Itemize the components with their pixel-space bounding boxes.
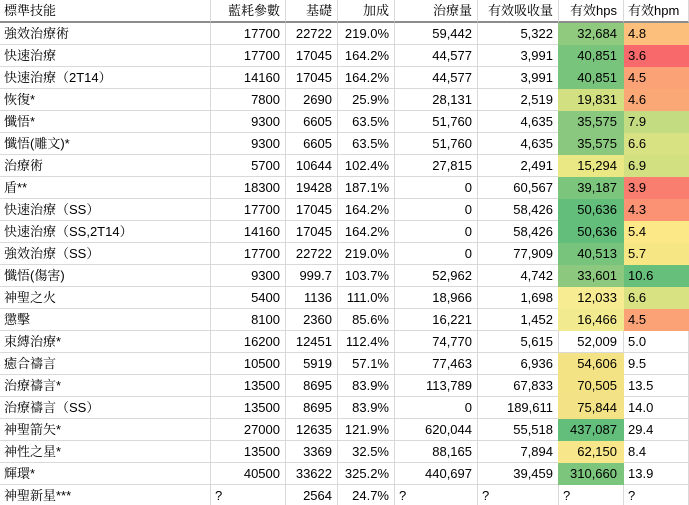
table-row: [0, 89, 689, 111]
cell[interactable]: 4.5: [624, 67, 689, 89]
cell[interactable]: 16200: [211, 331, 286, 353]
cell[interactable]: 0: [395, 199, 478, 221]
cell[interactable]: ?: [558, 485, 624, 505]
cell[interactable]: 8695: [286, 397, 338, 419]
cell[interactable]: 神聖箭矢*: [0, 419, 211, 441]
cell[interactable]: 39,459: [478, 463, 558, 485]
cell[interactable]: 治療術: [0, 155, 211, 177]
cell[interactable]: 5,322: [478, 23, 558, 45]
cell[interactable]: 懺悟*: [0, 111, 211, 133]
cell[interactable]: 44,577: [395, 67, 478, 89]
cell[interactable]: 16,466: [558, 309, 624, 331]
cell[interactable]: 5.4: [624, 221, 689, 243]
cell[interactable]: 6605: [286, 111, 338, 133]
cell[interactable]: 3369: [286, 441, 338, 463]
cell[interactable]: 5400: [211, 287, 286, 309]
cell[interactable]: 15,294: [558, 155, 624, 177]
cell[interactable]: 1136: [286, 287, 338, 309]
cell[interactable]: 437,087: [558, 419, 624, 441]
column-header[interactable]: 加成: [338, 0, 395, 23]
cell[interactable]: 57.1%: [338, 353, 395, 375]
cell[interactable]: 13500: [211, 375, 286, 397]
column-header[interactable]: 治療量: [395, 0, 478, 23]
cell[interactable]: 9300: [211, 265, 286, 287]
cell[interactable]: 10.6: [624, 265, 689, 287]
cell[interactable]: 5919: [286, 353, 338, 375]
cell[interactable]: 51,760: [395, 133, 478, 155]
column-header[interactable]: 藍耗參數: [211, 0, 286, 23]
cell[interactable]: 6.6: [624, 133, 689, 155]
cell[interactable]: 164.2%: [338, 45, 395, 67]
cell[interactable]: 8695: [286, 375, 338, 397]
table-row: [0, 221, 689, 243]
cell[interactable]: 58,426: [478, 199, 558, 221]
cell[interactable]: 2360: [286, 309, 338, 331]
cell[interactable]: 60,567: [478, 177, 558, 199]
cell[interactable]: 51,760: [395, 111, 478, 133]
cell[interactable]: 5700: [211, 155, 286, 177]
table-row: [0, 45, 689, 67]
cell[interactable]: 6.9: [624, 155, 689, 177]
table-row: [0, 463, 689, 485]
cell[interactable]: 103.7%: [338, 265, 395, 287]
cell[interactable]: 18300: [211, 177, 286, 199]
cell[interactable]: 83.9%: [338, 375, 395, 397]
cell[interactable]: 44,577: [395, 45, 478, 67]
cell[interactable]: 6.6: [624, 287, 689, 309]
table-row: [0, 309, 689, 331]
cell[interactable]: 5.0: [624, 331, 689, 353]
table-row: [0, 353, 689, 375]
cell[interactable]: 32.5%: [338, 441, 395, 463]
table-row: [0, 177, 689, 199]
column-header[interactable]: 有效吸收量: [478, 0, 558, 23]
cell[interactable]: 3.6: [624, 45, 689, 67]
cell[interactable]: 7.9: [624, 111, 689, 133]
cell[interactable]: 強效治療（SS）: [0, 243, 211, 265]
cell[interactable]: 6,936: [478, 353, 558, 375]
cell[interactable]: 40,851: [558, 67, 624, 89]
cell[interactable]: 強效治療術: [0, 23, 211, 45]
cell[interactable]: 83.9%: [338, 397, 395, 419]
cell[interactable]: 4.5: [624, 309, 689, 331]
cell[interactable]: 懺悟(雕文)*: [0, 133, 211, 155]
cell[interactable]: 325.2%: [338, 463, 395, 485]
cell[interactable]: 17045: [286, 67, 338, 89]
cell[interactable]: 神性之星*: [0, 441, 211, 463]
cell[interactable]: 22722: [286, 23, 338, 45]
cell[interactable]: 88,165: [395, 441, 478, 463]
cell[interactable]: 13.9: [624, 463, 689, 485]
cell[interactable]: 9300: [211, 133, 286, 155]
cell[interactable]: 8100: [211, 309, 286, 331]
cell[interactable]: 4.3: [624, 199, 689, 221]
table-row: [0, 155, 689, 177]
cell[interactable]: 8.4: [624, 441, 689, 463]
cell[interactable]: 59,442: [395, 23, 478, 45]
cell[interactable]: 58,426: [478, 221, 558, 243]
cell[interactable]: 164.2%: [338, 199, 395, 221]
cell[interactable]: 219.0%: [338, 23, 395, 45]
cell[interactable]: 77,909: [478, 243, 558, 265]
cell[interactable]: 67,833: [478, 375, 558, 397]
table-header: [0, 0, 689, 23]
table-row: [0, 111, 689, 133]
table-row: [0, 331, 689, 353]
cell[interactable]: 14160: [211, 67, 286, 89]
cell[interactable]: 4.6: [624, 89, 689, 111]
cell[interactable]: 32,684: [558, 23, 624, 45]
cell[interactable]: 62,150: [558, 441, 624, 463]
cell[interactable]: 12451: [286, 331, 338, 353]
cell[interactable]: 25.9%: [338, 89, 395, 111]
table-row: [0, 397, 689, 419]
cell[interactable]: 19428: [286, 177, 338, 199]
table-row: [0, 485, 689, 505]
cell[interactable]: 神聖之火: [0, 287, 211, 309]
cell[interactable]: 3,991: [478, 67, 558, 89]
cell[interactable]: 盾**: [0, 177, 211, 199]
cell[interactable]: 3,991: [478, 45, 558, 67]
cell[interactable]: 0: [395, 177, 478, 199]
cell[interactable]: 恢復*: [0, 89, 211, 111]
table-row: [0, 199, 689, 221]
cell[interactable]: ?: [211, 485, 286, 505]
cell[interactable]: 19,831: [558, 89, 624, 111]
cell[interactable]: 164.2%: [338, 221, 395, 243]
cell[interactable]: 35,575: [558, 133, 624, 155]
cell[interactable]: 29.4: [624, 419, 689, 441]
table-row: [0, 441, 689, 463]
cell[interactable]: 神聖新星***: [0, 485, 211, 505]
table-row: [0, 23, 689, 45]
cell[interactable]: ?: [624, 485, 689, 505]
cell[interactable]: 9.5: [624, 353, 689, 375]
cell[interactable]: 54,606: [558, 353, 624, 375]
cell[interactable]: 5.7: [624, 243, 689, 265]
cell[interactable]: 2,491: [478, 155, 558, 177]
cell[interactable]: 17045: [286, 199, 338, 221]
cell[interactable]: 33622: [286, 463, 338, 485]
cell[interactable]: 40,851: [558, 45, 624, 67]
cell[interactable]: 快速治療（SS）: [0, 199, 211, 221]
cell[interactable]: 102.4%: [338, 155, 395, 177]
cell[interactable]: 17700: [211, 23, 286, 45]
cell[interactable]: 9300: [211, 111, 286, 133]
cell[interactable]: 7800: [211, 89, 286, 111]
cell[interactable]: 束縛治療*: [0, 331, 211, 353]
table-row: [0, 133, 689, 155]
cell[interactable]: 52,009: [558, 331, 624, 353]
cell[interactable]: 14.0: [624, 397, 689, 419]
cell[interactable]: 13500: [211, 397, 286, 419]
cell[interactable]: 27000: [211, 419, 286, 441]
column-header[interactable]: 基礎: [286, 0, 338, 23]
cell[interactable]: 113,789: [395, 375, 478, 397]
cell[interactable]: 3.9: [624, 177, 689, 199]
cell[interactable]: 111.0%: [338, 287, 395, 309]
cell[interactable]: 12635: [286, 419, 338, 441]
cell[interactable]: 16,221: [395, 309, 478, 331]
cell[interactable]: 4,635: [478, 111, 558, 133]
cell[interactable]: 24.7%: [338, 485, 395, 505]
cell[interactable]: 0: [395, 221, 478, 243]
table-row: [0, 67, 689, 89]
cell[interactable]: 52,962: [395, 265, 478, 287]
cell[interactable]: 14160: [211, 221, 286, 243]
cell[interactable]: ?: [478, 485, 558, 505]
cell[interactable]: 121.9%: [338, 419, 395, 441]
cell[interactable]: 懲擊: [0, 309, 211, 331]
table-row: [0, 243, 689, 265]
cell[interactable]: 快速治療: [0, 45, 211, 67]
cell[interactable]: 快速治療（SS,2T14）: [0, 221, 211, 243]
cell[interactable]: ?: [395, 485, 478, 505]
cell[interactable]: 85.6%: [338, 309, 395, 331]
cell[interactable]: 7,894: [478, 441, 558, 463]
cell[interactable]: 懺悟(傷害): [0, 265, 211, 287]
cell[interactable]: 6605: [286, 133, 338, 155]
cell[interactable]: 17700: [211, 199, 286, 221]
cell[interactable]: 17700: [211, 243, 286, 265]
cell[interactable]: 12,033: [558, 287, 624, 309]
cell[interactable]: 620,044: [395, 419, 478, 441]
cell[interactable]: 50,636: [558, 221, 624, 243]
cell[interactable]: 4.8: [624, 23, 689, 45]
column-header[interactable]: 有效hps: [558, 0, 624, 23]
cell[interactable]: 13.5: [624, 375, 689, 397]
column-header[interactable]: 標準技能: [0, 0, 211, 23]
cell[interactable]: 快速治療（2T14）: [0, 67, 211, 89]
cell[interactable]: 189,611: [478, 397, 558, 419]
cell[interactable]: 17700: [211, 45, 286, 67]
cell[interactable]: 440,697: [395, 463, 478, 485]
cell[interactable]: 4,742: [478, 265, 558, 287]
cell[interactable]: 310,660: [558, 463, 624, 485]
cell[interactable]: 17045: [286, 221, 338, 243]
cell[interactable]: 0: [395, 397, 478, 419]
cell[interactable]: 63.5%: [338, 133, 395, 155]
cell[interactable]: 22722: [286, 243, 338, 265]
cell[interactable]: 50,636: [558, 199, 624, 221]
table-body: [0, 23, 689, 505]
cell[interactable]: 5,615: [478, 331, 558, 353]
cell[interactable]: 40,513: [558, 243, 624, 265]
cell[interactable]: 2,519: [478, 89, 558, 111]
cell[interactable]: 77,463: [395, 353, 478, 375]
cell[interactable]: 74,770: [395, 331, 478, 353]
table-row: [0, 265, 689, 287]
cell[interactable]: 40500: [211, 463, 286, 485]
cell[interactable]: 63.5%: [338, 111, 395, 133]
cell[interactable]: 219.0%: [338, 243, 395, 265]
cell[interactable]: 治療禱言（SS）: [0, 397, 211, 419]
cell[interactable]: 治療禱言*: [0, 375, 211, 397]
cell[interactable]: 70,505: [558, 375, 624, 397]
cell[interactable]: 13500: [211, 441, 286, 463]
cell[interactable]: 112.4%: [338, 331, 395, 353]
cell[interactable]: 999.7: [286, 265, 338, 287]
cell[interactable]: 10500: [211, 353, 286, 375]
cell[interactable]: 33,601: [558, 265, 624, 287]
cell[interactable]: 187.1%: [338, 177, 395, 199]
table-row: [0, 287, 689, 309]
cell[interactable]: 10644: [286, 155, 338, 177]
cell[interactable]: 39,187: [558, 177, 624, 199]
cell[interactable]: 28,131: [395, 89, 478, 111]
cell[interactable]: 164.2%: [338, 67, 395, 89]
cell[interactable]: 4,635: [478, 133, 558, 155]
header-row: [0, 0, 689, 23]
cell[interactable]: 35,575: [558, 111, 624, 133]
cell[interactable]: 0: [395, 243, 478, 265]
cell[interactable]: 1,698: [478, 287, 558, 309]
cell[interactable]: 2564: [286, 485, 338, 505]
table-row: [0, 375, 689, 397]
table-row: [0, 419, 689, 441]
cell[interactable]: 2690: [286, 89, 338, 111]
cell[interactable]: 1,452: [478, 309, 558, 331]
cell[interactable]: 55,518: [478, 419, 558, 441]
cell[interactable]: 27,815: [395, 155, 478, 177]
column-header[interactable]: 有效hpm: [624, 0, 689, 23]
cell[interactable]: 75,844: [558, 397, 624, 419]
cell[interactable]: 18,966: [395, 287, 478, 309]
cell[interactable]: 輝環*: [0, 463, 211, 485]
cell[interactable]: 17045: [286, 45, 338, 67]
cell[interactable]: 癒合禱言: [0, 353, 211, 375]
